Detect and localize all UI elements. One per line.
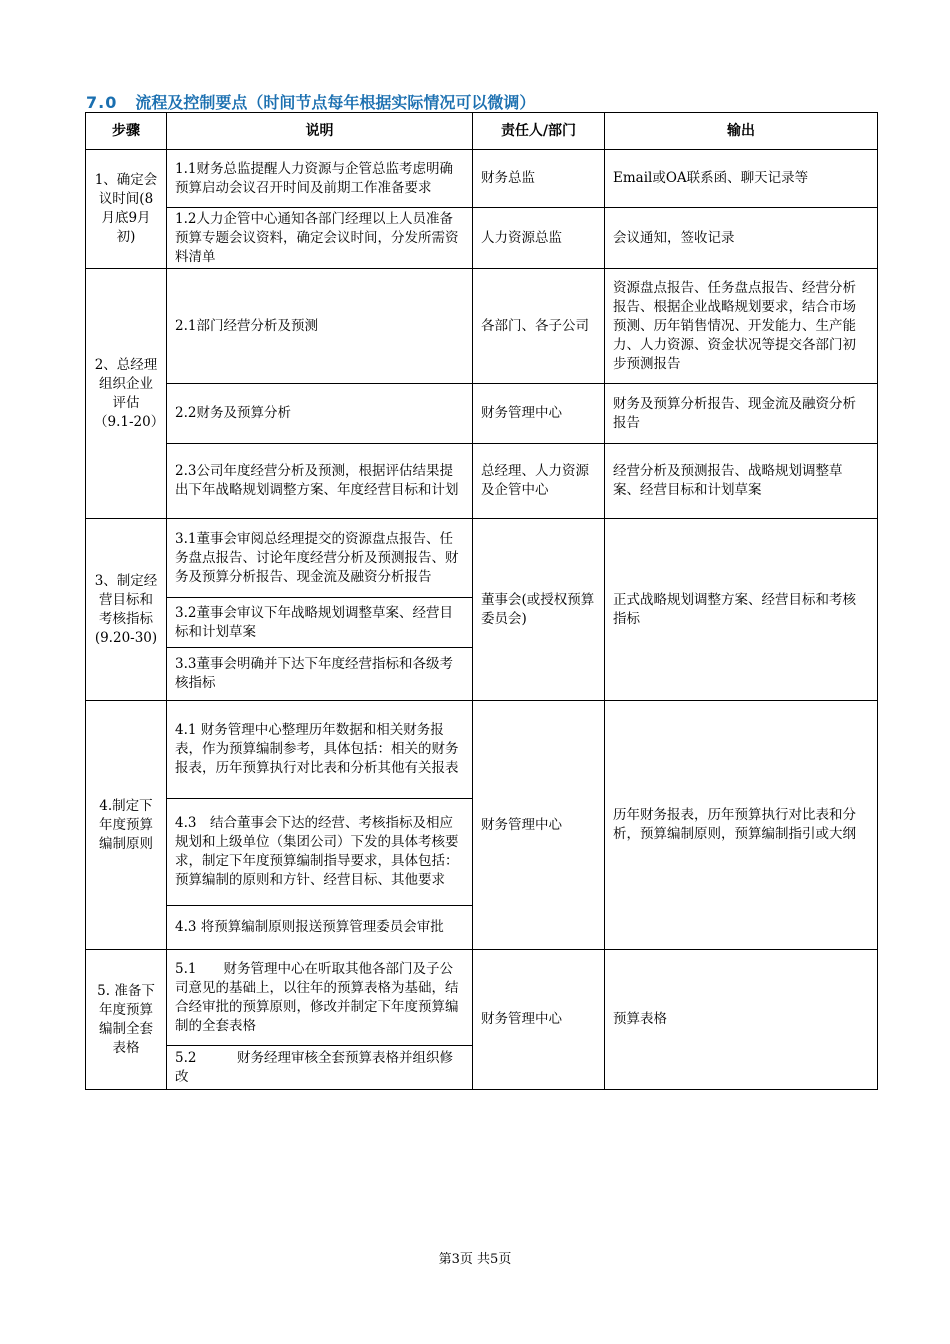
description-cell: 3.1董事会审阅总经理提交的资源盘点报告、任务盘点报告、讨论年度经营分析及预测报告、财务及预算分析报告、现金流及融资分析报告: [167, 519, 473, 598]
output-cell: 历年财务报表，历年预算执行对比表和分析，预算编制原则，预算编制指引或大纲: [605, 701, 878, 950]
description-cell: 2.1部门经营分析及预测: [167, 269, 473, 384]
section-heading: [86, 90, 535, 113]
output-cell: 预算表格: [605, 950, 878, 1090]
description-cell: 3.3董事会明确并下达下年度经营指标和各级考核指标: [167, 648, 473, 701]
responsible-cell: 财务管理中心: [473, 384, 605, 444]
description-cell: 5.2 财务经理审核全套预算表格并组织修改: [167, 1046, 473, 1090]
output-cell: 财务及预算分析报告、现金流及融资分析报告: [605, 384, 878, 444]
page-footer: 第3页 共5页: [438, 1252, 512, 1267]
table-row: [86, 519, 878, 598]
table-row: [86, 950, 878, 1046]
header-step: 步骤: [86, 113, 167, 150]
description-cell: 1.2人力企管中心通知各部门经理以上人员准备预算专题会议资料，确定会议时间，分发所需资料清单: [167, 208, 473, 269]
header-description: 说明: [167, 113, 473, 150]
description-cell: 2.3公司年度经营分析及预测，根据评估结果提出下年战略规划调整方案、年度经营目标和计划: [167, 444, 473, 519]
description-cell: 1.1财务总监提醒人力资源与企管总监考虑明确预算启动会议召开时间及前期工作准备要求: [167, 150, 473, 208]
section-title: 流程及控制要点（时间节点每年根据实际情况可以微调）: [135, 93, 536, 112]
table-row: [86, 269, 878, 384]
description-cell: 3.2董事会审议下年战略规划调整草案、经营目标和计划草案: [167, 598, 473, 648]
step-cell: 2、总经理组织企业评估 （9.1-20）: [86, 269, 167, 519]
step-cell: 1、确定会议时间(8月底9月初): [86, 150, 167, 269]
table-row: [86, 150, 878, 208]
output-cell: 正式战略规划调整方案、经营目标和考核指标: [605, 519, 878, 701]
output-cell: 经营分析及预测报告、战略规划调整草案、经营目标和计划草案: [605, 444, 878, 519]
responsible-cell: 财务管理中心: [473, 950, 605, 1090]
table-row: [86, 444, 878, 519]
step-cell: 5. 准备下年度预算编制全套表格: [86, 950, 167, 1090]
responsible-cell: 总经理、人力资源及企管中心: [473, 444, 605, 519]
table-header-row: [86, 113, 878, 150]
responsible-cell: 人力资源总监: [473, 208, 605, 269]
output-cell: 会议通知，签收记录: [605, 208, 878, 269]
output-cell: 资源盘点报告、任务盘点报告、经营分析报告、根据企业战略规划要求，结合市场预测、历年销售情况、开发能力、生产能力、人力资源、资金状况等提交各部门初步预测报告: [605, 269, 878, 384]
description-cell: 2.2财务及预算分析: [167, 384, 473, 444]
section-number: 7.0: [86, 93, 118, 112]
step-cell: 3、制定经营目标和考核指标 (9.20-30): [86, 519, 167, 701]
description-cell: 5.1 财务管理中心在听取其他各部门及子公司意见的基础上，以往年的预算表格为基础，结合经审批的预算原则，修改并制定下年度预算编制的全套表格: [167, 950, 473, 1046]
responsible-cell: 董事会(或授权预算委员会): [473, 519, 605, 701]
responsible-cell: 财务管理中心: [473, 701, 605, 950]
table-row: [86, 208, 878, 269]
description-cell: 4.3 将预算编制原则报送预算管理委员会审批: [167, 906, 473, 950]
header-responsible: 责任人/部门: [473, 113, 605, 150]
process-table: [85, 112, 878, 1090]
description-cell: 4.3 结合董事会下达的经营、考核指标及相应规划和上级单位（集团公司）下发的具体考核要求，制定下年度预算编制指导要求，具体包括：预算编制的原则和方针、经营目标、其他要求: [167, 799, 473, 906]
description-cell: 4.1 财务管理中心整理历年数据和相关财务报表，作为预算编制参考，具体包括：相关的财务报表，历年预算执行对比表和分析其他有关报表: [167, 701, 473, 799]
table-row: [86, 384, 878, 444]
output-cell: Email或OA联系函、聊天记录等: [605, 150, 878, 208]
responsible-cell: 各部门、各子公司: [473, 269, 605, 384]
table-row: [86, 701, 878, 799]
header-output: 输出: [605, 113, 878, 150]
responsible-cell: 财务总监: [473, 150, 605, 208]
step-cell: 4.制定下年度预算编制原则: [86, 701, 167, 950]
